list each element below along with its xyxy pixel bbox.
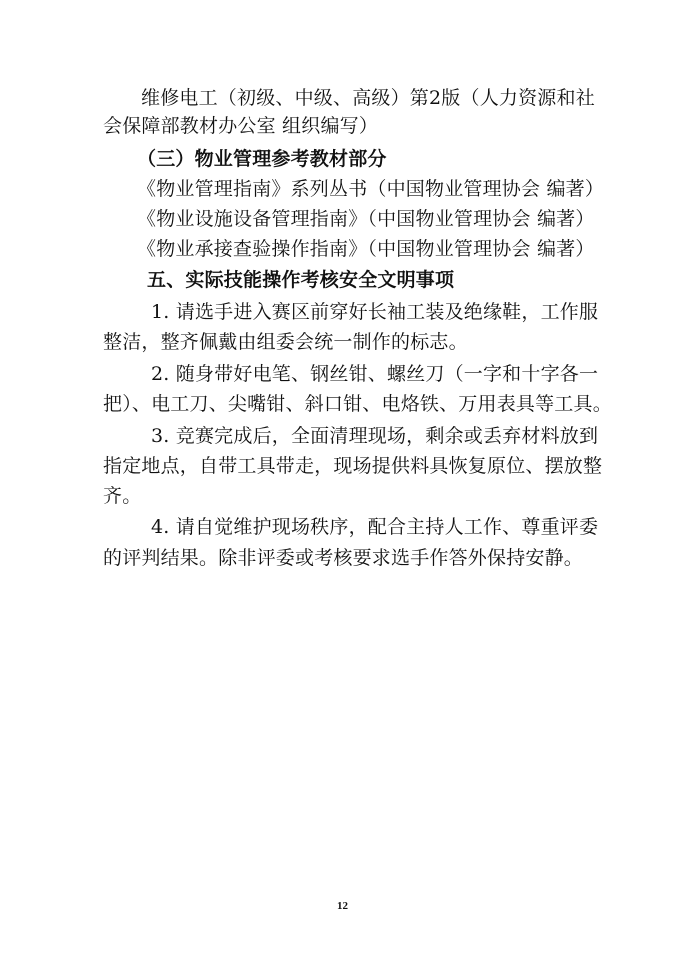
text-line: 会保障部教材办公室 组织编写） (103, 115, 379, 137)
text-line: 整洁，整齐佩戴由组委会统一制作的标志。 (103, 331, 468, 353)
text-line: 指定地点，自带工具带走，现场提供料具恢复原位、摆放整 (103, 455, 603, 477)
text-line: 《物业设施设备管理指南》（中国物业管理协会 编著） (137, 208, 595, 230)
section-heading: （三）物业管理参考教材部分 (137, 148, 387, 170)
text-line: 《物业管理指南》系列丛书（中国物业管理协会 编著） (137, 178, 605, 200)
page-number: 12 (337, 900, 348, 912)
text-line: 3. 竞赛完成后，全面清理现场，剩余或丢弃材料放到 (151, 425, 599, 447)
text-line: 齐。 (103, 485, 142, 507)
text-line: 《物业承接查验操作指南》（中国物业管理协会 编著） (137, 238, 595, 260)
text-line: 1. 请选手进入赛区前穿好长袖工装及绝缘鞋，工作服 (151, 301, 599, 323)
text-line: 4. 请自觉维护现场秩序，配合主持人工作、尊重评委 (151, 516, 599, 538)
text-line: 维修电工（初级、中级、高级）第2版（人力资源和社 (141, 87, 595, 109)
text-line: 2. 随身带好电笔、钢丝钳、螺丝刀（一字和十字各一 (151, 363, 599, 385)
text-line: 的评判结果。除非评委或考核要求选手作答外保持安静。 (103, 547, 584, 569)
text-line: 把）、电工刀、尖嘴钳、斜口钳、电烙铁、万用表具等工具。 (103, 393, 612, 415)
section-heading: 五、实际技能操作考核安全文明事项 (147, 269, 455, 291)
